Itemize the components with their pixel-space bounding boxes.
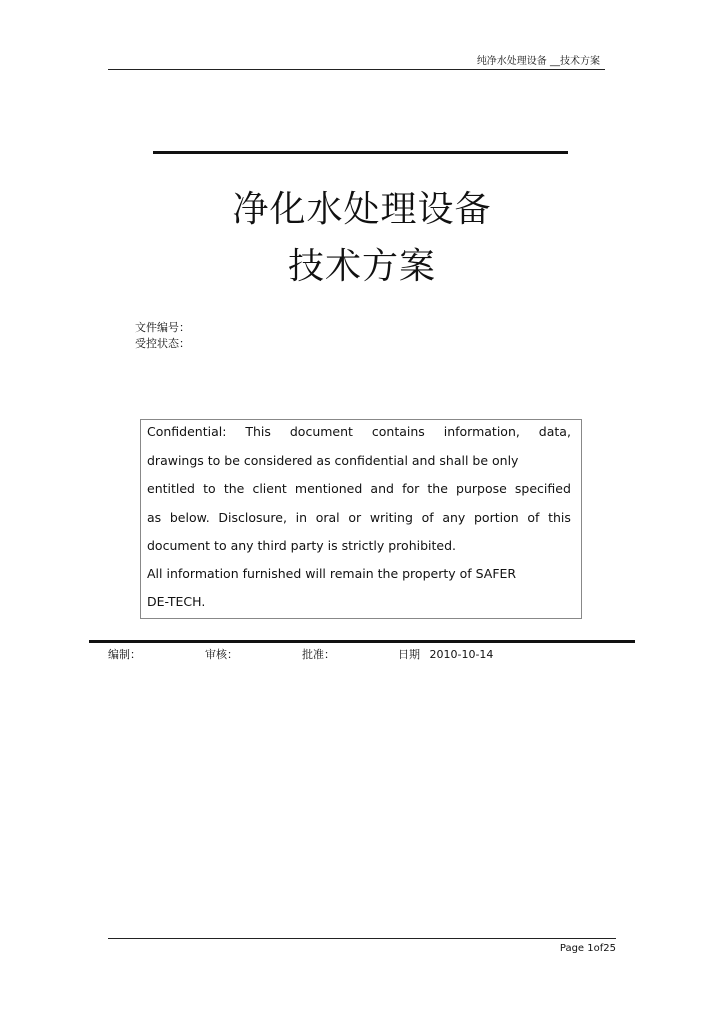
notice-line-2: drawings to be considered as confidential and shall be only <box>147 453 519 468</box>
control-status-label: 受控状态： <box>135 337 190 350</box>
notice-line-3: entitled to the client mentioned and for the purpose specified <box>147 481 571 496</box>
title-rule <box>153 151 568 154</box>
compiled-by-label: 编制： <box>108 648 141 661</box>
running-header: 纯净水处理设备 __技术方案 <box>476 56 600 67</box>
notice-line-1: Confidential: This document contains information, data, <box>147 424 571 439</box>
document-title: 净化水处理设备 <box>232 189 492 230</box>
doc-number-label: 文件编号： <box>135 321 190 334</box>
reviewed-by-label: 审核： <box>205 648 238 661</box>
notice-line-4: as below. Disclosure, in oral or writing of any portion of this <box>147 510 571 525</box>
footer-divider <box>108 938 616 939</box>
date-field <box>398 646 493 662</box>
document-subtitle: 技术方案 <box>287 246 436 287</box>
confidentiality-notice <box>140 419 582 619</box>
notice-line-6: All information furnished will remain the property of SAFER <box>147 566 517 581</box>
date-value: 2010-10-14 <box>429 648 494 661</box>
approved-by-label: 批准： <box>302 648 335 661</box>
signoff-rule <box>89 640 635 643</box>
notice-line-7: DE-TECH. <box>147 594 206 609</box>
header-divider <box>108 69 605 70</box>
date-label: 日期 <box>398 648 420 661</box>
notice-line-5: document to any third party is strictly prohibited. <box>147 538 456 553</box>
page-number: Page 1of25 <box>559 943 616 954</box>
